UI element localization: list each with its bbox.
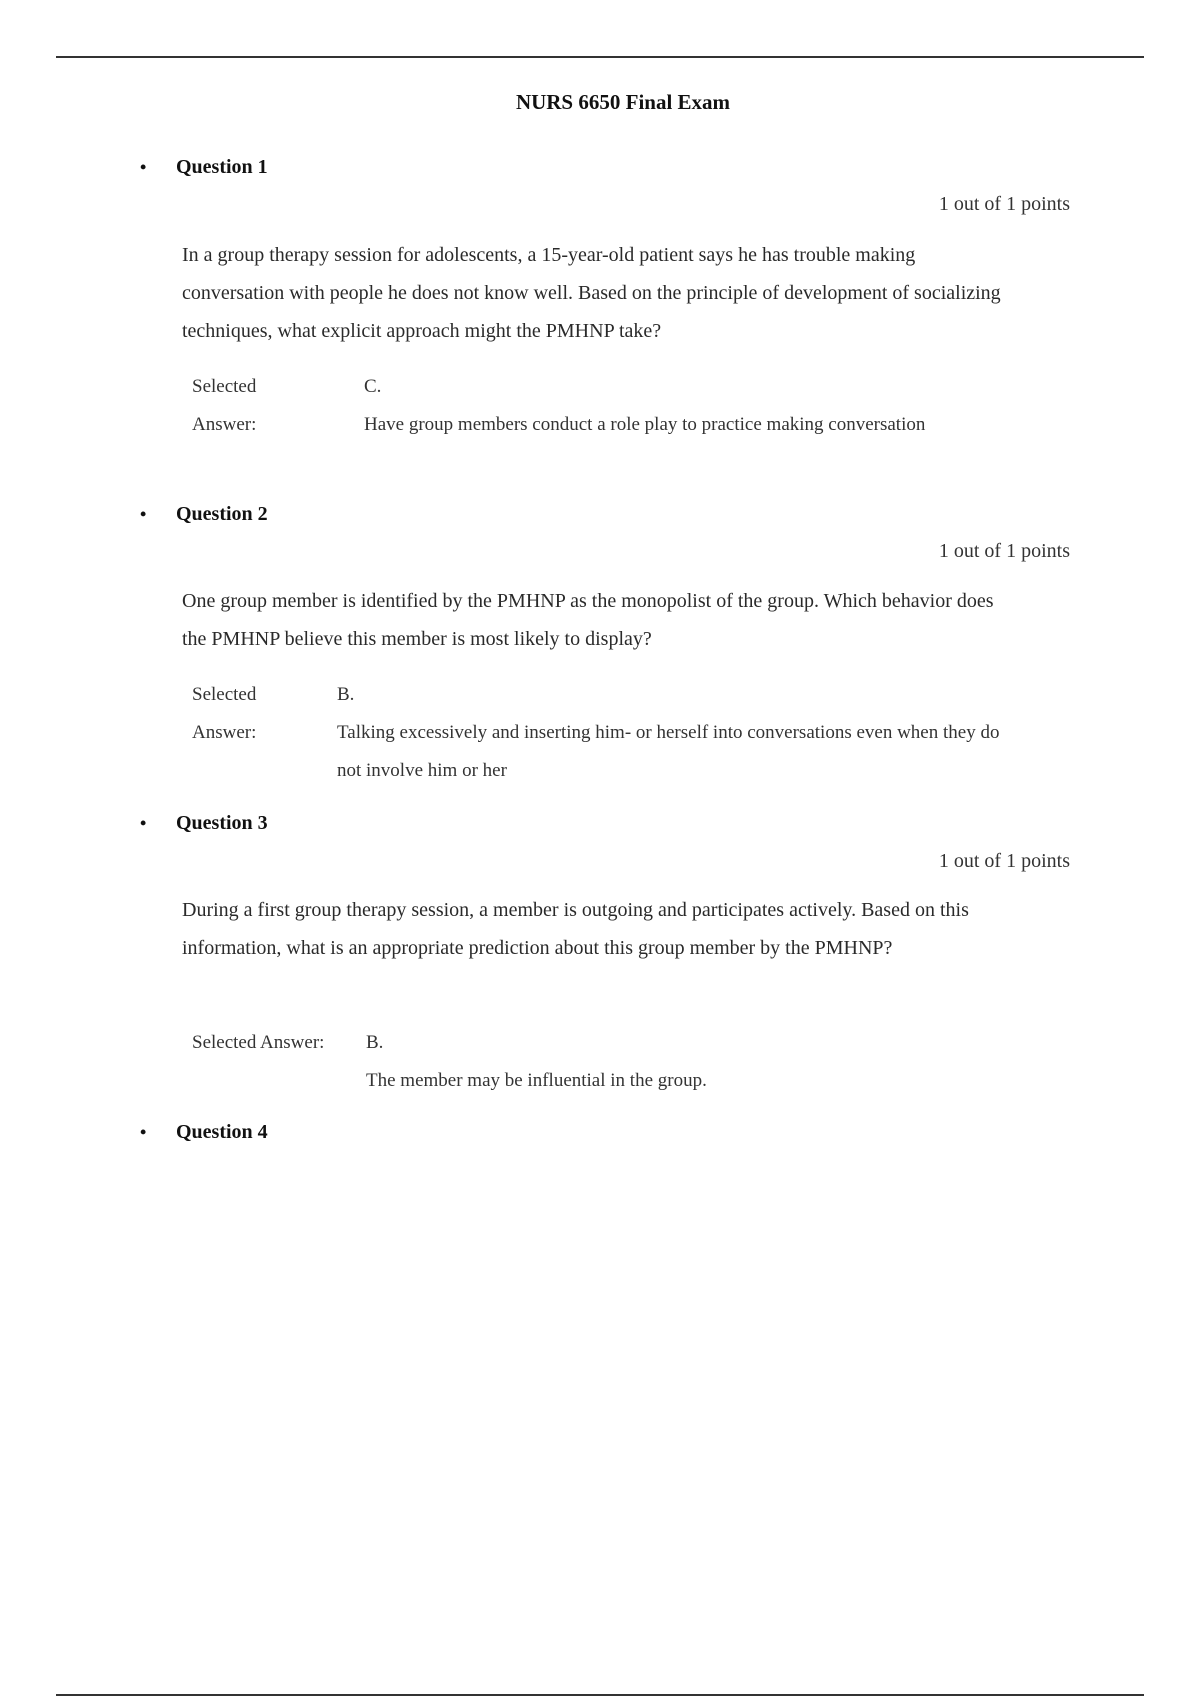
question-3-answer-text: The member may be influential in the group. xyxy=(366,1070,707,1091)
question-2-heading xyxy=(140,503,268,526)
question-1-heading xyxy=(140,156,268,179)
question-2-selected-label: Selected xyxy=(192,684,257,705)
question-4-title: Question 4 xyxy=(176,1121,268,1143)
question-1-selected-label: Selected xyxy=(192,376,257,397)
question-2-answer-text: Talking excessively and inserting him- or herself into conversations even when they do not involve him or her xyxy=(337,722,1000,781)
top-rule xyxy=(56,56,1144,58)
question-2-answer-letter: B. xyxy=(337,684,355,705)
question-1-answer-label: Answer: xyxy=(192,414,257,435)
question-3-title: Question 3 xyxy=(176,812,268,834)
bullet-icon: • xyxy=(140,157,147,177)
question-3-answer-letter: B. xyxy=(366,1032,384,1053)
bullet-icon: • xyxy=(140,813,147,833)
question-2-points: 1 out of 1 points xyxy=(938,540,1070,562)
question-2-title: Question 2 xyxy=(176,503,268,525)
bullet-icon: • xyxy=(140,504,147,524)
question-1-points: 1 out of 1 points xyxy=(938,193,1070,215)
question-1-answer-text: Have group members conduct a role play to practice making conversation xyxy=(364,414,926,435)
question-3-selected-answer-label: Selected Answer: xyxy=(192,1032,325,1053)
question-4-heading xyxy=(140,1121,268,1144)
question-1-text: In a group therapy session for adolescents, a 15-year-old patient says he has trouble making conversation with people he does not know well. Based on the principle of development of socializing techniques, what explicit approach might the PMHNP take? xyxy=(182,244,1001,342)
question-3-points: 1 out of 1 points xyxy=(938,850,1070,872)
question-1-title: Question 1 xyxy=(176,156,268,178)
question-1-answer-letter: C. xyxy=(364,376,382,397)
question-3-heading xyxy=(140,812,268,835)
question-2-text: One group member is identified by the PMHNP as the monopolist of the group. Which behavior does the PMHNP believe this member is most likely to display? xyxy=(182,590,994,650)
bottom-rule xyxy=(56,1694,1144,1696)
question-3-text: During a first group therapy session, a member is outgoing and participates actively. Based on this information, what is an appropriate prediction about this group member by the PMHNP? xyxy=(182,899,969,959)
question-2-answer-label: Answer: xyxy=(192,722,257,743)
bullet-icon: • xyxy=(140,1122,147,1142)
document-title: NURS 6650 Final Exam xyxy=(515,90,731,114)
